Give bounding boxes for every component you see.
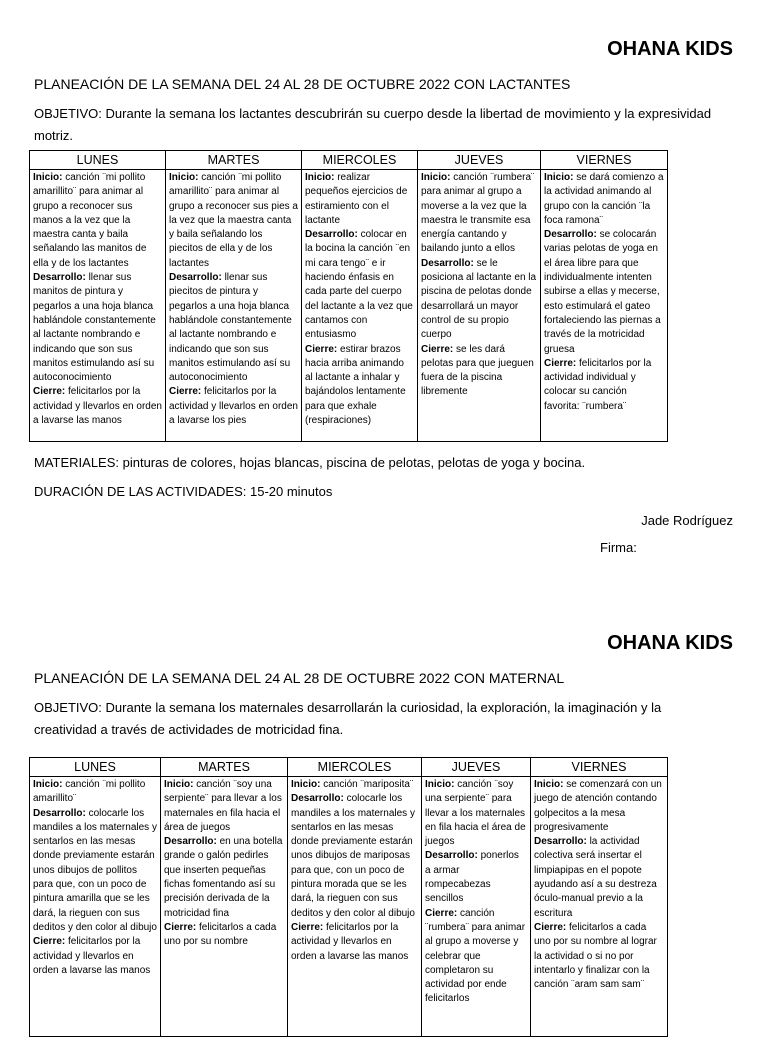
desarrollo-label: Desarrollo: bbox=[33, 807, 86, 819]
desarrollo-text: colocar en la bocina la canción ¨en mi cara tengo¨ e ir haciendo énfasis en cada parte del cuerpo del lactante a la vez que cantamos con entusiasmo bbox=[305, 229, 413, 341]
day-header: MARTES bbox=[166, 151, 302, 170]
desarrollo-block bbox=[33, 807, 157, 936]
cierre-label: Cierre: bbox=[33, 386, 66, 398]
inicio-text: se dará comienzo a la actividad animando al grupo con la canción ¨la foca ramona¨ bbox=[544, 172, 664, 226]
cierre-text: felicitarlos a cada uno por su nombre al lograr la actividad o si no por intentarlo y finalizar con la canción ¨aram sam sam¨ bbox=[534, 921, 657, 991]
plan-title: PLANEACIÓN DE LA SEMANA DEL 24 AL 28 DE OCTUBRE 2022 CON LACTANTES bbox=[34, 76, 571, 92]
cierre-text: felicitarlos por la actividad y llevarlos en orden a lavarse los pies bbox=[169, 386, 298, 427]
inicio-text: canción ¨soy una serpiente¨ para llevar a los maternales en fila hacia el área de juegos bbox=[164, 779, 282, 833]
desarrollo-block bbox=[305, 228, 414, 342]
inicio-text: canción ¨mariposita¨ bbox=[320, 779, 414, 790]
cierre-text: canción ¨rumbera¨ para animar al grupo a moverse y celebrar que completaron su actividad por ende felicitarlos bbox=[425, 907, 526, 1005]
desarrollo-label: Desarrollo: bbox=[544, 229, 597, 241]
cierre-label: Cierre: bbox=[169, 386, 202, 398]
inicio-label: Inicio: bbox=[544, 172, 574, 183]
cierre-text: estirar brazos hacia arriba animando al lactante a inhalar y bajándolos lentamente para que exhale (respiraciones) bbox=[305, 343, 406, 427]
cierre-text: felicitarlos por la actividad y llevarlos en orden a lavarse las manos bbox=[33, 936, 151, 976]
schedule-table bbox=[29, 150, 668, 442]
day-header: LUNES bbox=[30, 758, 161, 777]
day-cell bbox=[418, 170, 541, 442]
desarrollo-label: Desarrollo: bbox=[169, 272, 222, 284]
inicio-block bbox=[33, 778, 157, 807]
desarrollo-text: se colocarán varias pelotas de yoga en el área libre para que individualmente intenten subirse a ellas y mecerse, esto estimulará el gateo fortaleciendo las piernas a través de la motricidad gruesa bbox=[544, 229, 661, 355]
cierre-block bbox=[291, 921, 418, 964]
desarrollo-text: llenar sus manitos de pintura y pegarlos a una hoja blanca hablándole constantemente al lactante nombrando e indicando que son sus manitos estimulando así su autoconocimiento bbox=[33, 272, 156, 384]
desarrollo-block bbox=[534, 835, 664, 921]
cierre-label: Cierre: bbox=[421, 343, 454, 355]
cierre-label: Cierre: bbox=[544, 357, 577, 369]
inicio-label: Inicio: bbox=[164, 779, 194, 790]
inicio-text: canción ¨mi pollito amarillito¨ bbox=[33, 779, 146, 805]
plan-title: PLANEACIÓN DE LA SEMANA DEL 24 AL 28 DE OCTUBRE 2022 CON MATERNAL bbox=[34, 670, 565, 686]
desarrollo-text: colocarle los mandiles a los maternales y sentarlos en las mesas donde previamente estarán unos dibujos de pollitos para que, con un poco de pintura amarilla que se les dará, la rieguen con sus deditos y den color al dibujo bbox=[33, 807, 157, 933]
inicio-text: canción ¨mi pollito amarillito¨ para animar al grupo a reconocer sus manos a la vez que la maestra canta y baila señalando las manitos de ella y de los lactantes bbox=[33, 172, 147, 269]
table-row bbox=[30, 777, 668, 1037]
inicio-block bbox=[169, 171, 298, 271]
desarrollo-text: llenar sus piecitos de pintura y pegarlos a una hoja blanca hablándole constantemente al lactante nombrando e indicando que son sus manitos estimulando así su autoconocimiento bbox=[169, 272, 292, 384]
cierre-label: Cierre: bbox=[305, 343, 338, 355]
day-cell bbox=[541, 170, 668, 442]
cierre-text: se les dará pelotas para que jueguen fuera de la piscina libremente bbox=[421, 343, 534, 398]
cierre-text: felicitarlos a cada uno por su nombre bbox=[164, 921, 277, 948]
inicio-text: se comenzará con un juego de atención contando golpecitos a la mesa progresivamente bbox=[534, 779, 662, 833]
signature-label: Firma: bbox=[600, 540, 637, 555]
cierre-block bbox=[544, 357, 664, 414]
inicio-text: canción ¨rumbera¨ para animar al grupo a moverse a la vez que la maestra le transmite esa energía cantando y bailando junto a ellos bbox=[421, 172, 535, 255]
schedule-table bbox=[29, 757, 668, 1037]
desarrollo-label: Desarrollo: bbox=[534, 836, 587, 848]
day-header: JUEVES bbox=[418, 151, 541, 170]
cierre-block bbox=[534, 921, 664, 992]
inicio-label: Inicio: bbox=[425, 779, 455, 790]
cierre-text: felicitarlos por la actividad y llevarlos en orden a lavarse las manos bbox=[291, 921, 409, 962]
inicio-label: Inicio: bbox=[291, 779, 321, 790]
inicio-block bbox=[421, 171, 537, 257]
day-cell bbox=[422, 777, 531, 1037]
desarrollo-block bbox=[421, 257, 537, 343]
cierre-label: Cierre: bbox=[33, 936, 66, 948]
desarrollo-text: colocarle los mandiles a los maternales y sentarlos en las mesas donde previamente estarán unos dibujos de mariposas para que, con un poco de pintura morada que se les dará, la rieguen con sus deditos y den color al dibujo bbox=[291, 793, 415, 919]
day-cell bbox=[166, 170, 302, 442]
day-header: VIERNES bbox=[541, 151, 668, 170]
table-row bbox=[30, 170, 668, 442]
brand-title: OHANA KIDS bbox=[607, 632, 733, 654]
cierre-block bbox=[305, 343, 414, 429]
day-header: MIERCOLES bbox=[302, 151, 418, 170]
cierre-block bbox=[164, 921, 284, 950]
day-cell bbox=[531, 777, 668, 1037]
inicio-block bbox=[425, 778, 527, 849]
desarrollo-label: Desarrollo: bbox=[33, 272, 86, 284]
desarrollo-block bbox=[164, 835, 284, 921]
day-header: VIERNES bbox=[531, 758, 668, 777]
desarrollo-label: Desarrollo: bbox=[421, 257, 474, 269]
inicio-block bbox=[534, 778, 664, 835]
cierre-label: Cierre: bbox=[164, 921, 197, 933]
day-header: MIERCOLES bbox=[288, 758, 422, 777]
duration-text: DURACIÓN DE LAS ACTIVIDADES: 15-20 minutos bbox=[34, 484, 333, 499]
desarrollo-block bbox=[169, 271, 298, 385]
desarrollo-block bbox=[425, 849, 527, 906]
inicio-text: realizar pequeños ejercicios de estiramiento con el lactante bbox=[305, 172, 408, 226]
cierre-block bbox=[33, 935, 157, 978]
inicio-block bbox=[164, 778, 284, 835]
day-cell bbox=[30, 170, 166, 442]
inicio-label: Inicio: bbox=[33, 172, 63, 183]
table-header-row bbox=[30, 151, 668, 170]
inicio-text: canción ¨soy una serpiente¨ para llevar a los maternales en fila hacia el área de juegos bbox=[425, 779, 526, 848]
day-cell bbox=[302, 170, 418, 442]
objective-text: OBJETIVO: Durante la semana los lactantes descubrirán su cuerpo desde la libertad de movimiento y la expresividad motriz. bbox=[34, 106, 712, 143]
cierre-label: Cierre: bbox=[425, 907, 458, 919]
inicio-block bbox=[544, 171, 664, 228]
day-cell bbox=[161, 777, 288, 1037]
desarrollo-label: Desarrollo: bbox=[291, 793, 344, 805]
inicio-block bbox=[305, 171, 414, 228]
cierre-text: felicitarlos por la actividad individual y colocar su canción favorita: ¨rumbera¨ bbox=[544, 357, 652, 412]
desarrollo-block bbox=[544, 228, 664, 357]
day-header: JUEVES bbox=[422, 758, 531, 777]
desarrollo-label: Desarrollo: bbox=[164, 836, 217, 848]
inicio-label: Inicio: bbox=[169, 172, 199, 183]
objective-text: OBJETIVO: Durante la semana los maternales desarrollarán la curiosidad, la exploración, la imaginación y la creatividad a través de actividades de motricidad fina. bbox=[34, 700, 662, 737]
desarrollo-text: ponerlos a armar rompecabezas sencillos bbox=[425, 850, 519, 905]
inicio-block bbox=[33, 171, 162, 271]
cierre-block bbox=[33, 385, 162, 428]
inicio-block bbox=[291, 778, 418, 792]
inicio-text: canción ¨mi pollito amarillito¨ para animar al grupo a reconocer sus pies a la vez que la maestra canta y baila señalando los piecitos de ella y de los lactantes bbox=[169, 172, 298, 269]
inicio-label: Inicio: bbox=[421, 172, 451, 183]
cierre-block bbox=[425, 907, 527, 1007]
cierre-block bbox=[169, 385, 298, 428]
inicio-label: Inicio: bbox=[305, 172, 335, 183]
desarrollo-label: Desarrollo: bbox=[305, 229, 358, 241]
cierre-text: felicitarlos por la actividad y llevarlos en orden a lavarse las manos bbox=[33, 386, 162, 427]
table-header-row bbox=[30, 758, 668, 777]
desarrollo-block bbox=[33, 271, 162, 385]
materials-text: MATERIALES: pinturas de colores, hojas blancas, piscina de pelotas, pelotas de yoga y bocina. bbox=[34, 455, 586, 470]
brand-title: OHANA KIDS bbox=[607, 38, 733, 60]
cierre-label: Cierre: bbox=[291, 921, 324, 933]
day-cell bbox=[30, 777, 161, 1037]
inicio-label: Inicio: bbox=[534, 779, 564, 790]
day-cell bbox=[288, 777, 422, 1037]
desarrollo-text: se le posiciona al lactante en la piscina de pelotas donde desarrollará un mayor control de su propio cuerpo bbox=[421, 257, 537, 341]
desarrollo-label: Desarrollo: bbox=[425, 850, 478, 862]
author-name: Jade Rodríguez bbox=[641, 513, 733, 528]
cierre-label: Cierre: bbox=[534, 921, 567, 933]
desarrollo-text: en una botella grande o galón pedirles que inserten pequeñas fichas fomentando así su precisión derivada de la motricidad fina bbox=[164, 836, 283, 919]
day-header: LUNES bbox=[30, 151, 166, 170]
day-header: MARTES bbox=[161, 758, 288, 777]
cierre-block bbox=[421, 343, 537, 400]
desarrollo-text: la actividad colectiva será insertar el limpiapipas en el popote ayudando así a su destreza óculo-manual previo a la escritura bbox=[534, 836, 657, 919]
inicio-label: Inicio: bbox=[33, 779, 63, 790]
desarrollo-block bbox=[291, 792, 418, 921]
